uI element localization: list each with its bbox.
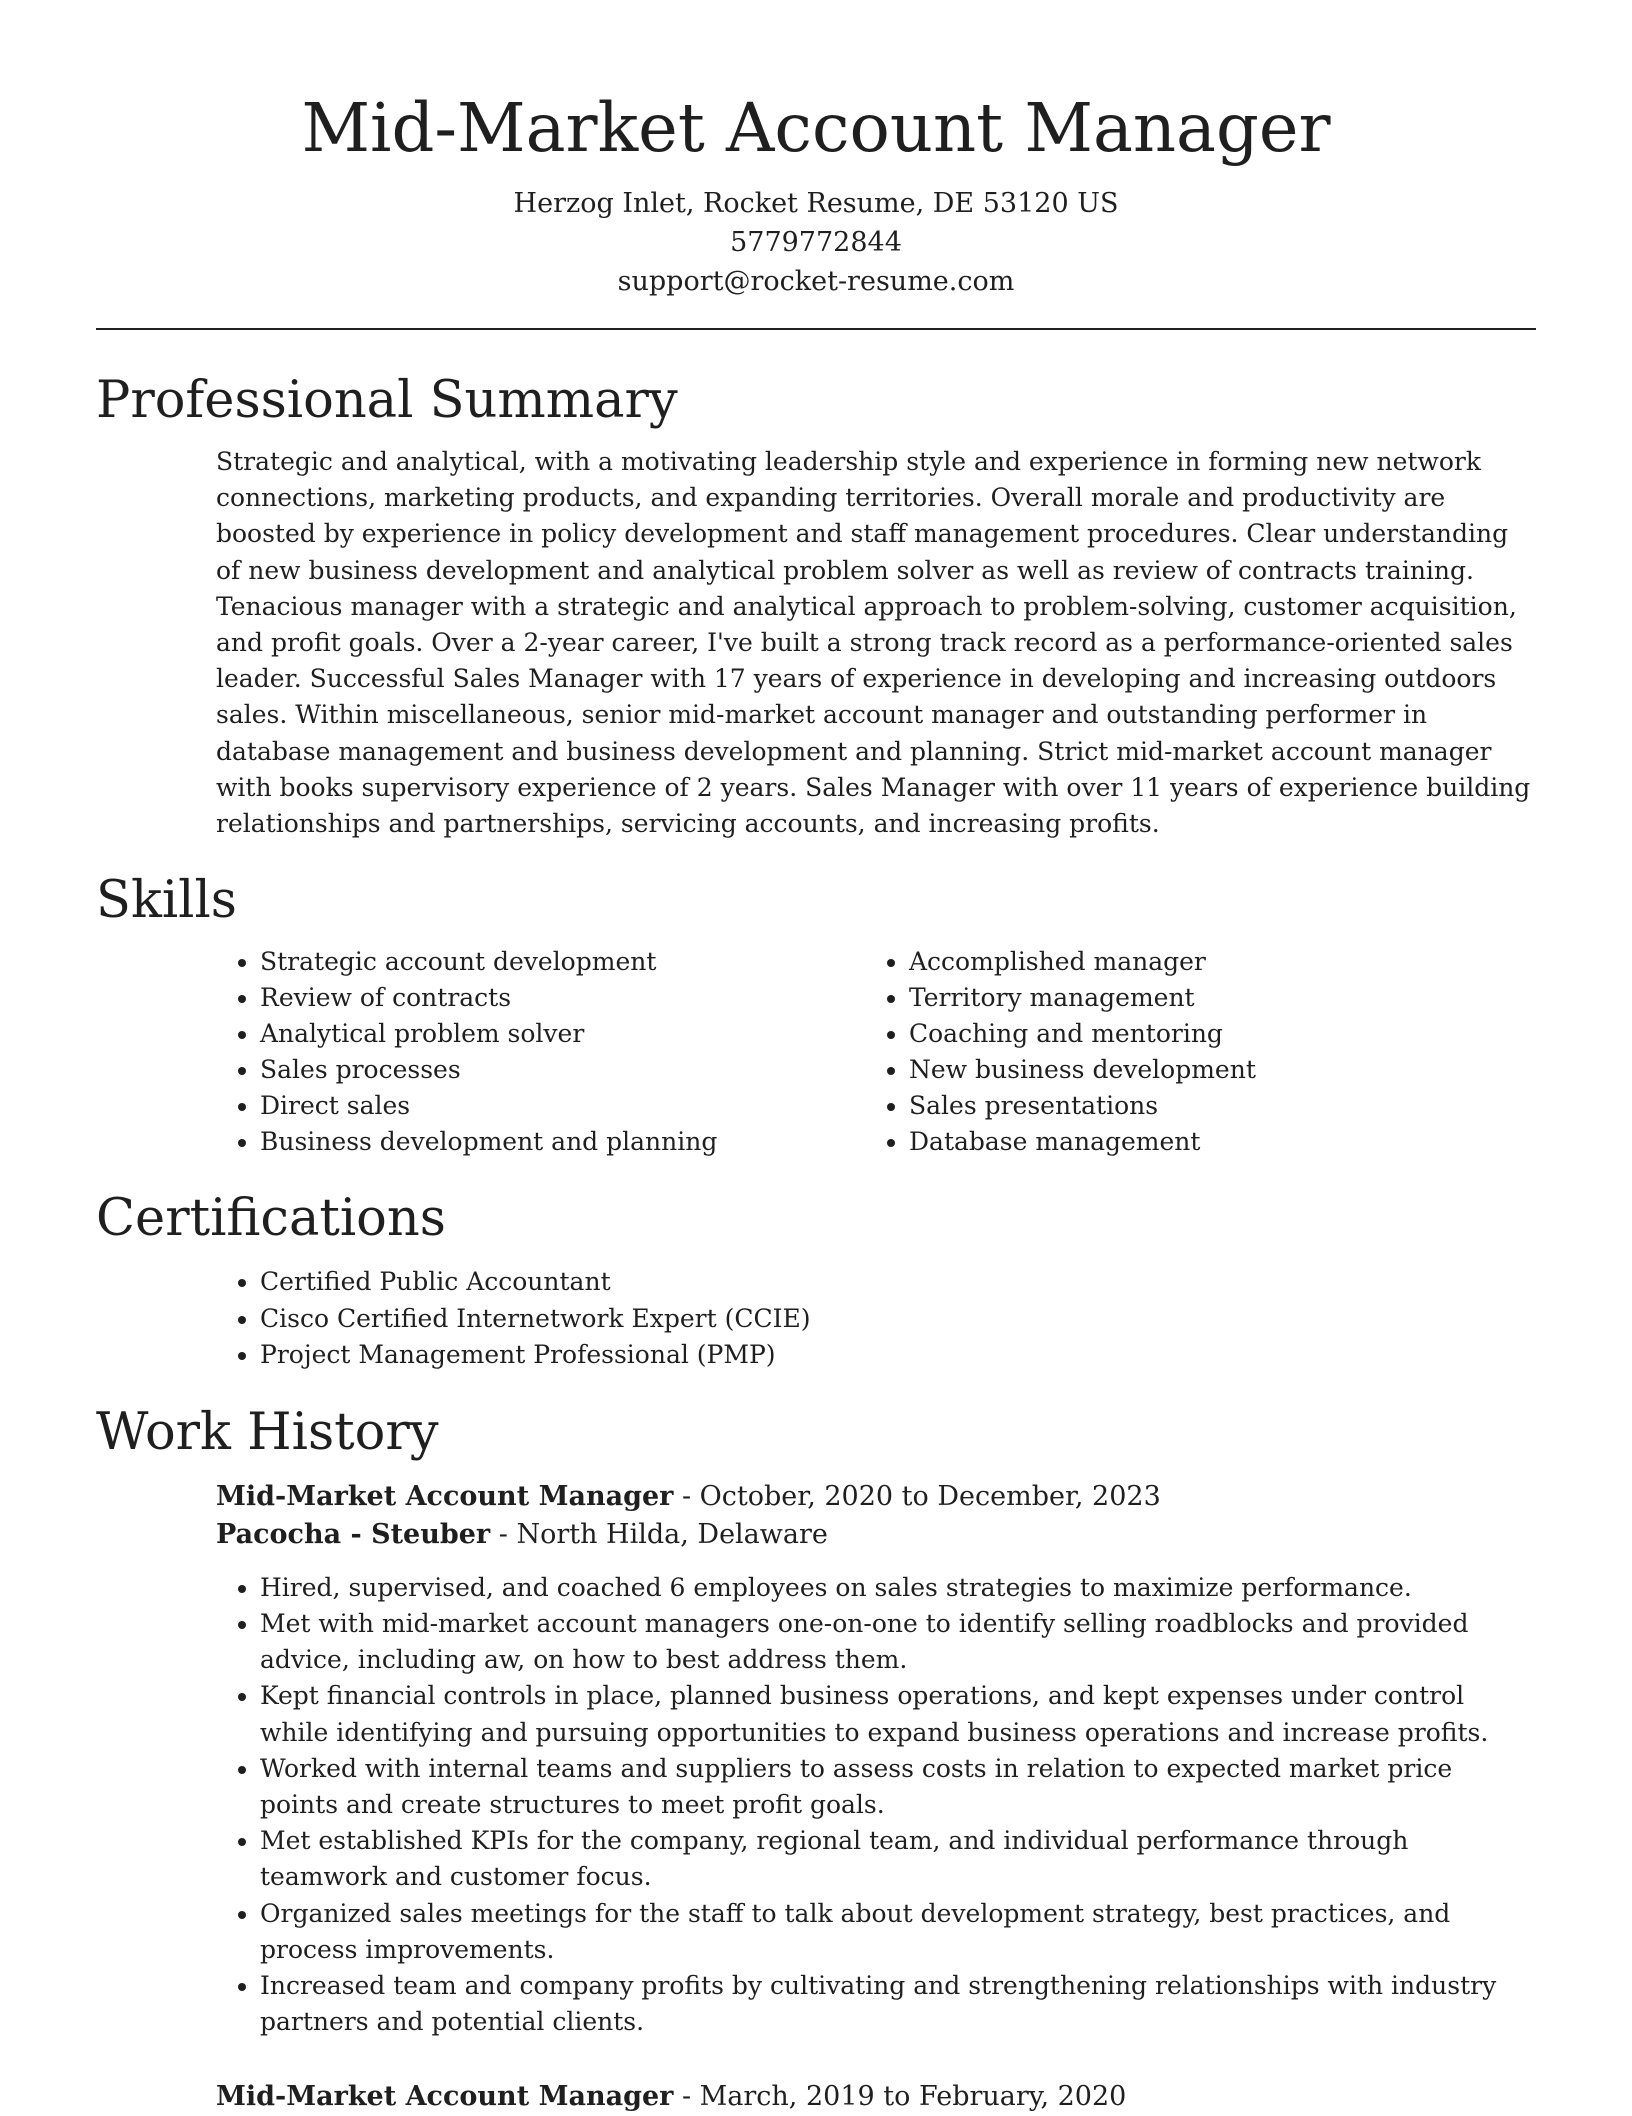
skill-item: • Database management [909, 1124, 1256, 1160]
certifications-list [216, 1264, 1536, 1374]
contact-email: support@rocket-resume.com [617, 266, 1015, 297]
job-company: Pacocha - Steuber [216, 1518, 491, 1550]
skills-section [96, 868, 1536, 1160]
job-dates: - October, 2020 to December, 2023 [673, 1480, 1161, 1512]
skill-item: • Strategic account development [260, 944, 865, 980]
job-company-line [216, 1516, 1536, 1554]
skill-item: • Sales processes [260, 1052, 865, 1088]
resume-header [96, 0, 1536, 301]
job-role: Mid-Market Account Manager [216, 2081, 674, 2113]
header-divider [96, 328, 1536, 330]
contact-address: Herzog Inlet, Rocket Resume, DE 53120 US [513, 188, 1119, 219]
skill-item: • Analytical problem solver [260, 1016, 865, 1052]
summary-heading: Professional Summary [96, 371, 678, 430]
summary-text: Strategic and analytical, with a motivating leadership style and experience in forming new network connections, marketing products, and expanding territories. Overall morale and productivity are boosted by experience in policy development and staff management procedures. Clear understanding of new business development and analytical problem solver as well as review of contracts training. Tenacious manager with a strategic and analytical approach to problem-solving, customer acquisition, and profit goals. Over a 2-year career, I've built a strong track record as a performance-oriented sales leader. Successful Sales Manager with 17 years of experience in developing and increasing outdoors sales. Within miscellaneous, senior mid-market account manager and outstanding performer in database management and business development and planning. Strict mid-market account manager with books supervisory experience of 2 years. Sales Manager with over 11 years of experience building relationships and partnerships, servicing accounts, and increasing profits. [216, 447, 1531, 839]
work-history-heading: Work History [96, 1402, 439, 1462]
responsibility-item: • Kept financial controls in place, planned business operations, and kept expenses under control while identifying and pursuing opportunities to expand business operations and increase profits. [260, 1678, 1536, 1750]
work-history-section [96, 1400, 1536, 2116]
contact-block [96, 184, 1536, 301]
skills-grid [216, 944, 1536, 1160]
job-entry [216, 2078, 1536, 2116]
responsibility-item: • Organized sales meetings for the staff to talk about development strategy, best practices, and process improvements. [260, 1896, 1536, 1968]
job-responsibilities [216, 1570, 1536, 2041]
responsibility-item: • Worked with internal teams and suppliers to assess costs in relation to expected market price points and create structures to meet profit goals. [260, 1751, 1536, 1823]
candidate-name: Mid-Market Account Manager [301, 89, 1331, 167]
skill-item: • Accomplished manager [909, 944, 1256, 980]
job-title-line [216, 1478, 1536, 1516]
responsibility-item: • Increased team and company profits by cultivating and strengthening relationships with industry partners and potential clients. [260, 1968, 1536, 2040]
skill-item: • Sales presentations [909, 1088, 1256, 1124]
responsibility-item: • Met established KPIs for the company, regional team, and individual performance through teamwork and customer focus. [260, 1823, 1536, 1895]
skill-item: • Business development and planning [260, 1124, 865, 1160]
skills-list-right [865, 944, 1256, 1160]
skill-item: • New business development [909, 1052, 1256, 1088]
contact-phone: 5779772844 [730, 227, 902, 258]
skill-item: • Coaching and mentoring [909, 1016, 1256, 1052]
certification-item: • Project Management Professional (PMP) [260, 1337, 1536, 1374]
job-dates: - March, 2019 to February, 2020 [673, 2081, 1127, 2113]
certifications-section [96, 1186, 1536, 1374]
skill-item: • Direct sales [260, 1088, 865, 1124]
skill-item: • Territory management [909, 980, 1256, 1016]
job-role: Mid-Market Account Manager [216, 1480, 674, 1512]
job-entry [216, 1478, 1536, 2041]
certification-item: • Cisco Certified Internetwork Expert (CCIE) [260, 1301, 1536, 1338]
skill-item: • Review of contracts [260, 980, 865, 1016]
job-location: - North Hilda, Delaware [490, 1518, 828, 1550]
certifications-heading: Certifications [96, 1189, 446, 1249]
job-title-line [216, 2078, 1536, 2116]
skills-list-left [216, 944, 865, 1160]
responsibility-item: • Met with mid-market account managers one-on-one to identify selling roadblocks and provided advice, including aw, on how to best address them. [260, 1606, 1536, 1678]
responsibility-item: • Hired, supervised, and coached 6 employees on sales strategies to maximize performance. [260, 1570, 1536, 1606]
professional-summary-section [96, 368, 1536, 842]
skills-heading: Skills [96, 871, 237, 931]
certification-item: • Certified Public Accountant [260, 1264, 1536, 1301]
